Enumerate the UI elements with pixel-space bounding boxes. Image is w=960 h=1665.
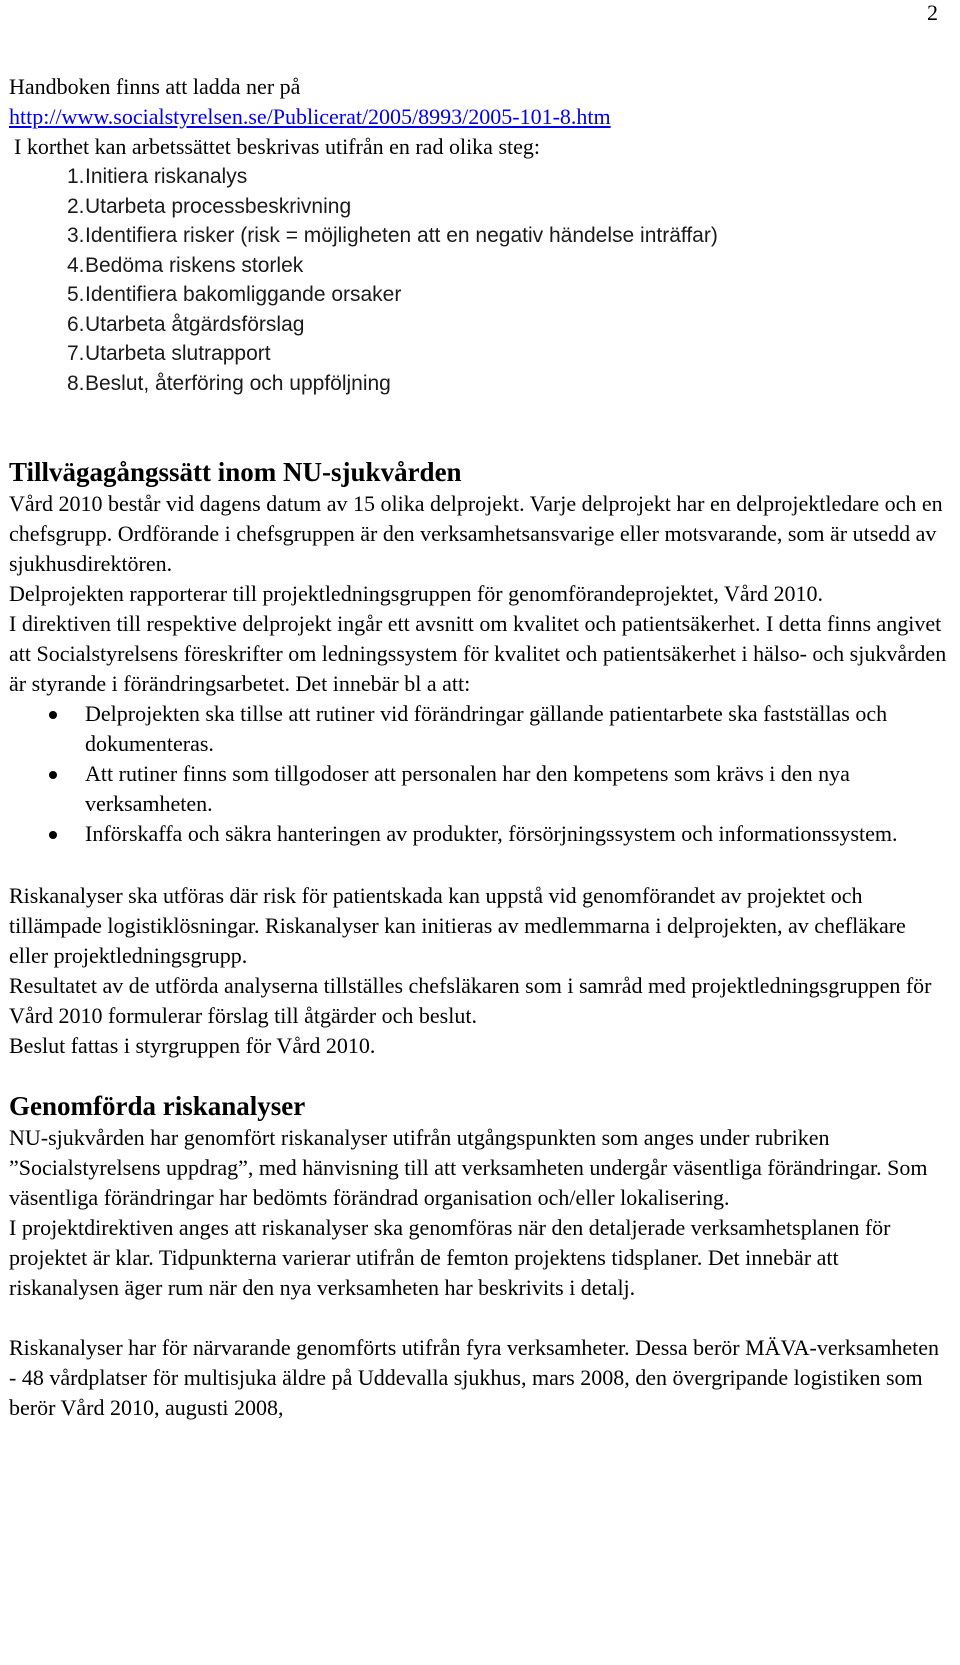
spacer	[9, 849, 949, 881]
list-item-text: Initiera riskanalys	[85, 165, 248, 188]
list-item-text: Införskaffa och säkra hanteringen av produkter, försörjningssystem och informationssystem.	[85, 821, 898, 846]
steps-intro-text: I korthet kan arbetssättet beskrivas utifrån en rad olika steg:	[14, 134, 540, 159]
list-item-text: Bedöma riskens storlek	[85, 253, 304, 277]
list-item	[9, 192, 949, 222]
list-item-number: 7.	[67, 342, 85, 365]
bullet-icon	[49, 711, 57, 719]
spacer	[9, 1061, 949, 1089]
bullet-list	[9, 699, 949, 849]
list-item	[9, 369, 949, 399]
list-item	[9, 759, 949, 819]
paragraph: Riskanalyser har för närvarande genomförts utifrån fyra verksamheter. Dessa berör MÄVA-verksamheten - 48 vårdplatser för multisjuka äldre på Uddevalla sjukhus, mars 2008, den övergripande logistiken som berör Vård 2010, augusti 2008,	[9, 1335, 939, 1420]
spacer	[9, 1303, 949, 1333]
paragraph: Beslut fattas i styrgruppen för Vård 2010.	[9, 1033, 376, 1058]
list-item	[9, 221, 949, 251]
list-item-text: Utarbeta processbeskrivning	[85, 194, 352, 218]
handbook-link-line	[9, 102, 949, 132]
paragraph: Resultatet av de utförda analyserna tillställes chefsläkaren som i samråd med projektledningsgruppen för Vård 2010 formulerar förslag till åtgärder och beslut.	[9, 973, 932, 1028]
paragraph: Delprojekten rapporterar till projektledningsgruppen för genomförandeprojektet, Vård 2010.	[9, 581, 823, 606]
list-item-text: Beslut, återföring och uppföljning	[85, 371, 391, 395]
paragraph: Riskanalyser ska utföras där risk för patientskada kan uppstå vid genomförandet av projektet och tillämpade logistiklösningar. Riskanalyser kan initieras av medlemmarna i delprojekten, av chefläkare eller projektledningsgrupp.	[9, 883, 906, 968]
page-number: 2	[927, 0, 938, 25]
list-item-text: Utarbeta slutrapport	[85, 342, 271, 365]
list-item-text: Identifiera risker (risk = möjligheten att en negativ händelse inträffar)	[85, 224, 718, 247]
list-item-number: 8.	[67, 371, 85, 395]
list-item-number: 6.	[67, 312, 85, 336]
page-content	[9, 72, 949, 1423]
steps-list	[9, 162, 949, 398]
list-item-text: Delprojekten ska tillse att rutiner vid förändringar gällande patientarbete ska fastställas och dokumenteras.	[85, 701, 888, 756]
paragraph: I direktiven till respektive delprojekt ingår ett avsnitt om kvalitet och patientsäkerhet. I detta finns angivet att Socialstyrelsens föreskrifter om ledningssystem för kvalitet och patientsäkerhet i hälso- och sjukvården är styrande i förändringsarbetet. Det innebär bl a att:	[9, 611, 947, 696]
bullet-icon	[49, 831, 57, 839]
list-item-text: Att rutiner finns som tillgodoser att personalen har den kompetens som krävs i den nya verksamheten.	[85, 761, 850, 816]
list-item-number: 3.	[67, 224, 85, 247]
paragraph: I projektdirektiven anges att riskanalyser ska genomföras när den detaljerade verksamhetsplanen för projektet är klar. Tidpunkterna varierar utifrån de femton projektens tidsplaner. Det innebär att riskanalysen äger rum när den nya verksamheten har beskrivits i detalj.	[9, 1215, 891, 1300]
list-item-number: 2.	[67, 194, 85, 218]
list-item	[9, 339, 949, 369]
list-item	[9, 280, 949, 310]
list-item	[9, 819, 949, 849]
list-item-text: Utarbeta åtgärdsförslag	[85, 312, 305, 336]
section-heading-genomforda-riskanalyser: Genomförda riskanalyser	[9, 1091, 306, 1121]
handbook-link[interactable]: http://www.socialstyrelsen.se/Publicerat/2005/8993/2005-101-8.htm	[9, 104, 611, 129]
paragraph: Vård 2010 består vid dagens datum av 15 olika delprojekt. Varje delprojekt har en delprojektledare och en chefsgrupp. Ordförande i chefsgruppen är den verksamhetsansvarige eller motsvarande, som är utsedd av sjukhusdirektören.	[9, 491, 943, 576]
bullet-icon	[49, 771, 57, 779]
intro-text: Handboken finns att ladda ner på	[9, 74, 301, 99]
section-heading-tillvagagangssatt: Tillvägagångssätt inom NU-sjukvården	[9, 457, 462, 487]
list-item-text: Identifiera bakomliggande orsaker	[85, 283, 402, 306]
spacer	[9, 398, 949, 455]
list-item	[9, 162, 949, 192]
list-item-number: 5.	[67, 283, 85, 306]
list-item-number: 1.	[67, 165, 85, 188]
list-item	[9, 251, 949, 281]
paragraph: NU-sjukvården har genomfört riskanalyser utifrån utgångspunkten som anges under rubriken ”Socialstyrelsens uppdrag”, med hänvisning till att verksamheten undergår väsentliga förändringar. Som väsentliga förändringar har bedömts förändrad organisation och/eller lokalisering.	[9, 1125, 928, 1210]
list-item	[9, 699, 949, 759]
list-item	[9, 310, 949, 340]
list-item-number: 4.	[67, 253, 85, 277]
